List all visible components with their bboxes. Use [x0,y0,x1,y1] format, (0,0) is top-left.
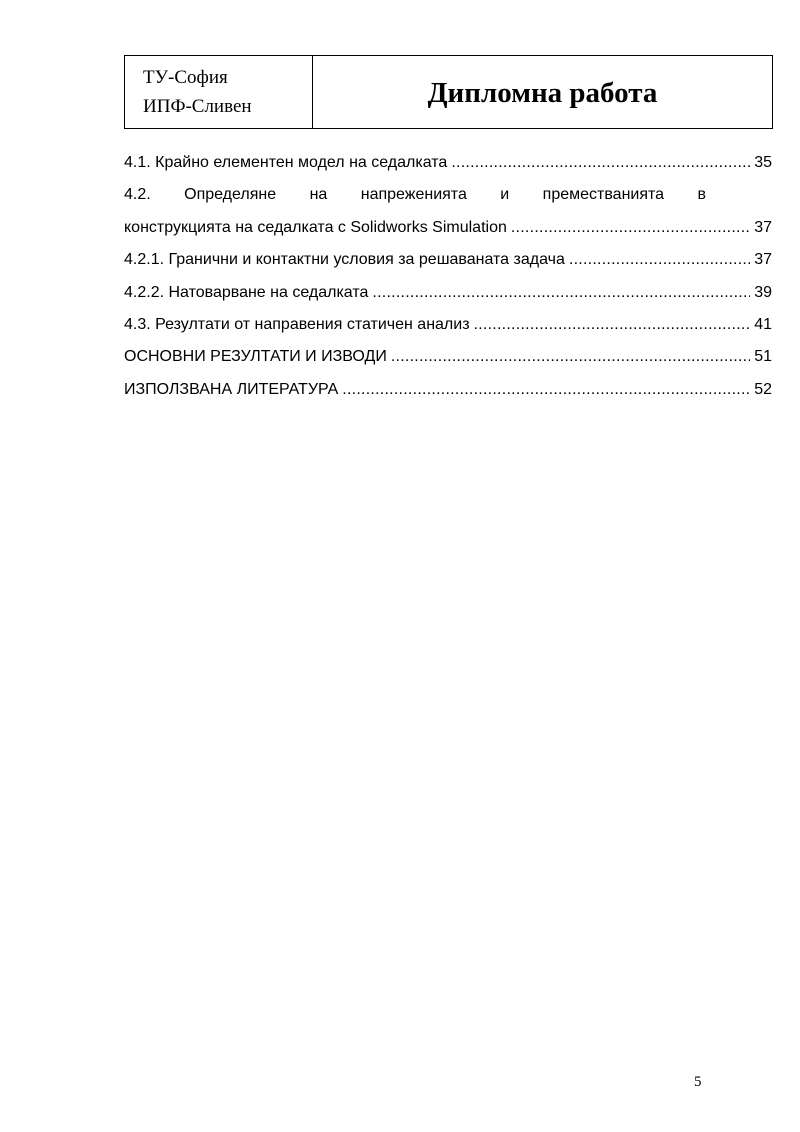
toc-entry-page: 37 [754,218,772,236]
toc-dot-leader [474,309,751,341]
toc-entry-page: 37 [754,251,772,269]
toc-word: на [309,186,328,204]
toc-entry-4-2-line2[interactable] [124,212,772,244]
toc-entry-title: 4.1. Крайно елементен модел на седалката [124,154,448,171]
toc-word: в [697,186,706,204]
toc-entry-results[interactable] [124,341,772,373]
page-header [124,55,773,129]
toc-dot-leader [451,147,750,179]
toc-dot-leader [569,244,750,276]
toc-entry-page: 51 [754,348,772,366]
toc-entry-title: конструкцията на седалката с Solidworks Simulation [124,218,507,236]
toc-entry-page: 41 [754,315,772,333]
toc-entry-page: 39 [754,283,772,301]
toc-entry-title: 4.3. Резултати от направения статичен анализ [124,315,470,333]
toc-entry-title: 4.2.2. Натоварване на седалката [124,283,369,301]
toc-word: преместванията [542,186,665,204]
toc-entry-page: 35 [754,154,772,171]
toc-entry-title: 4.2.1. Гранични и контактни условия за решаваната задача [124,251,565,269]
toc-entry-page: 52 [754,380,772,398]
toc-entry-4-2-line1[interactable] [124,179,772,211]
toc-entry-title: ИЗПОЛЗВАНА ЛИТЕРАТУРА [124,380,339,398]
toc-dot-leader [372,277,750,309]
toc-dot-leader [342,374,750,406]
header-faculty: ИПФ-Сливен [143,96,252,117]
table-of-contents [124,147,772,406]
header-university: ТУ-София [143,67,228,88]
toc-word: 4.2. [124,186,151,204]
toc-word: Определяне [184,186,277,204]
header-title: Дипломна работа [427,76,658,109]
toc-word: напреженията [360,186,467,204]
toc-entry-4-2-2[interactable] [124,277,772,309]
toc-dot-leader [511,212,750,244]
page-number: 5 [694,1074,702,1090]
toc-entry-4-3[interactable] [124,309,772,341]
toc-word: и [500,186,510,204]
toc-entry-4-2-1[interactable] [124,244,772,276]
toc-entry-literature[interactable] [124,374,772,406]
toc-dot-leader [391,341,750,373]
header-institution [125,56,313,128]
toc-entry-title: ОСНОВНИ РЕЗУЛТАТИ И ИЗВОДИ [124,348,387,366]
toc-entry-4-1[interactable] [124,147,772,179]
